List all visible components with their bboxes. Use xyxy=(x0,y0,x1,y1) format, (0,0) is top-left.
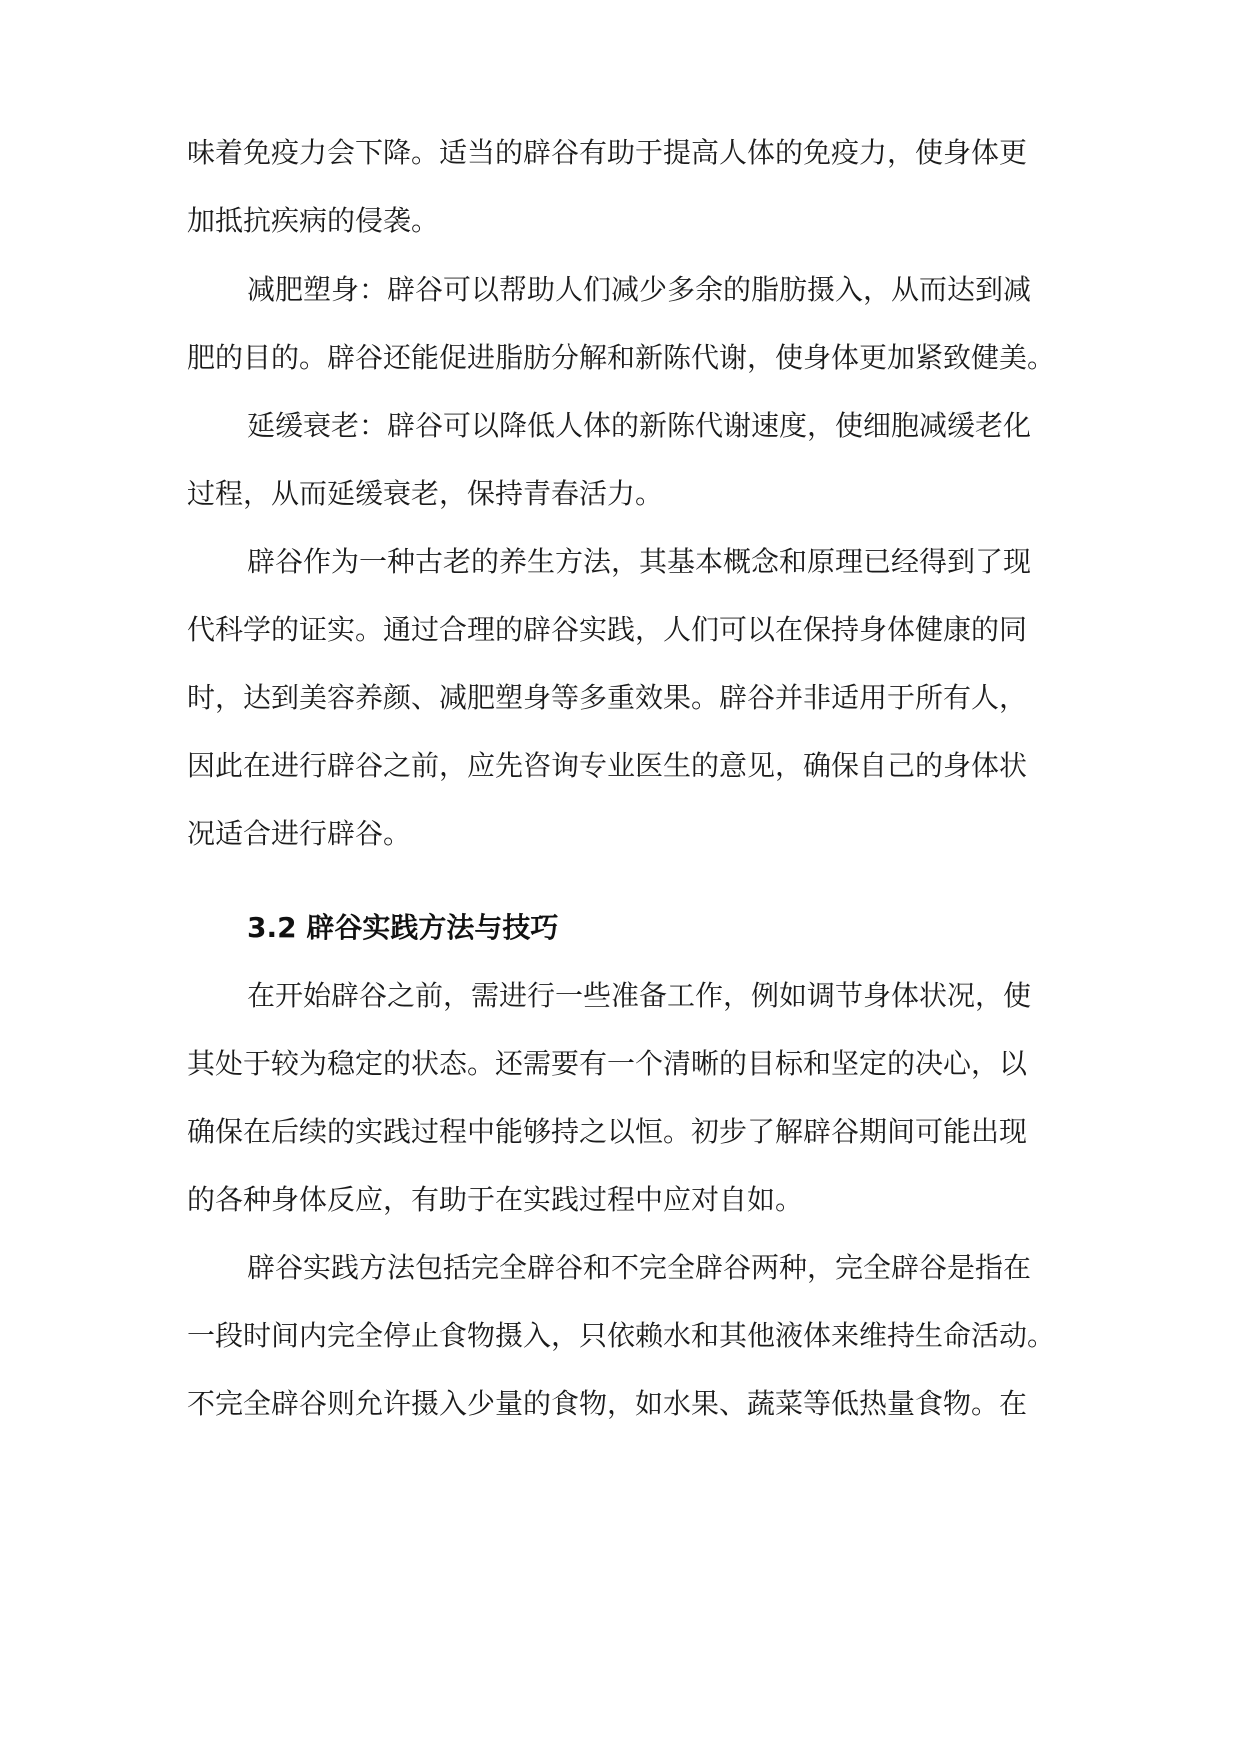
paragraph-line: 在开始辟谷之前，需进行一些准备工作，例如调节身体状况，使 xyxy=(247,979,1032,1012)
paragraph-line: 味着免疫力会下降。适当的辟谷有助于提高人体的免疫力，使身体更 xyxy=(187,136,1028,169)
paragraph-line: 因此在进行辟谷之前，应先咨询专业医生的意见，确保自己的身体状 xyxy=(187,749,1028,782)
paragraph-line: 况适合进行辟谷。 xyxy=(187,817,412,850)
paragraph-line: 加抵抗疾病的侵袭。 xyxy=(187,204,440,237)
paragraph-line: 延缓衰老：辟谷可以降低人体的新陈代谢速度，使细胞减缓老化 xyxy=(247,409,1032,442)
paragraph-line: 不完全辟谷则允许摄入少量的食物，如水果、蔬菜等低热量食物。在 xyxy=(187,1387,1028,1420)
section-heading: 3.2 辟谷实践方法与技巧 xyxy=(247,911,559,944)
paragraph-line: 减肥塑身：辟谷可以帮助人们减少多余的脂肪摄入，从而达到减 xyxy=(247,273,1032,306)
paragraph-line: 肥的目的。辟谷还能促进脂肪分解和新陈代谢，使身体更加紧致健美。 xyxy=(187,341,1056,374)
paragraph-line: 过程，从而延缓衰老，保持青春活力。 xyxy=(187,477,664,510)
paragraph-line: 确保在后续的实践过程中能够持之以恒。初步了解辟谷期间可能出现 xyxy=(187,1115,1028,1148)
paragraph-line: 辟谷实践方法包括完全辟谷和不完全辟谷两种，完全辟谷是指在 xyxy=(247,1251,1032,1284)
paragraph-line: 辟谷作为一种古老的养生方法，其基本概念和原理已经得到了现 xyxy=(247,545,1032,578)
paragraph-line: 时，达到美容养颜、减肥塑身等多重效果。辟谷并非适用于所有人， xyxy=(187,681,1028,714)
paragraph-line: 的各种身体反应，有助于在实践过程中应对自如。 xyxy=(187,1183,804,1216)
paragraph-line: 一段时间内完全停止食物摄入，只依赖水和其他液体来维持生命活动。 xyxy=(187,1319,1056,1352)
paragraph-line: 代科学的证实。通过合理的辟谷实践，人们可以在保持身体健康的同 xyxy=(187,613,1028,646)
paragraph-line: 其处于较为稳定的状态。还需要有一个清晰的目标和坚定的决心，以 xyxy=(187,1047,1028,1080)
